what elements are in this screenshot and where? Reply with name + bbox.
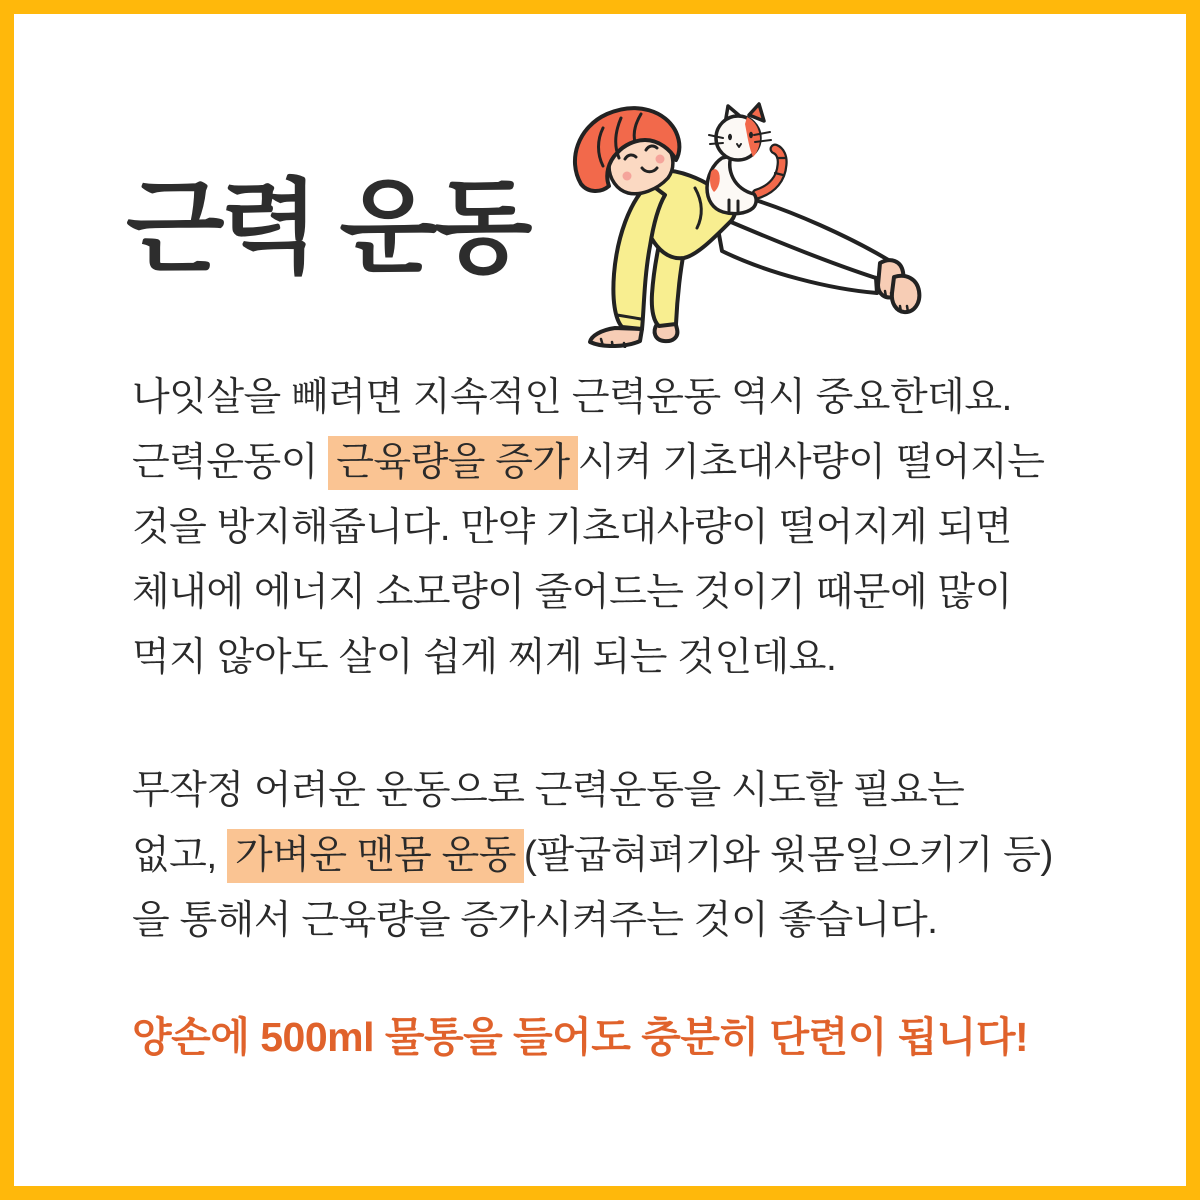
hand-front [590, 328, 642, 346]
text-segment: 시켜 기초대사량이 떨어지는 [577, 441, 1045, 484]
cat-eye-right [749, 132, 753, 138]
blush-right [656, 155, 665, 164]
paragraph-1 [132, 365, 1092, 690]
text-line: 무작정 어려운 운동으로 근력운동을 시도할 필요는 [132, 769, 965, 812]
blush-left [623, 172, 632, 181]
foot-back [892, 276, 919, 312]
text-line [132, 823, 1092, 888]
illustration-svg [545, 88, 945, 348]
cat [707, 104, 786, 214]
text-segment: 근력운동이 [132, 441, 329, 484]
text-segment: (팔굽혀펴기와 윗몸일으키기 등) [523, 834, 1053, 877]
footer-emphasis-text: 양손에 500ml 물통을 들어도 충분히 단련이 됩니다! [132, 1014, 1029, 1060]
text-line: 먹지 않아도 살이 쉽게 찌게 되는 것인데요. [132, 636, 837, 679]
highlighted-text: 근육량을 증가 [328, 436, 577, 490]
text-line [132, 430, 1092, 495]
woman-plank-with-cat-illustration [545, 88, 945, 348]
text-line: 것을 방지해줍니다. 만약 기초대사량이 떨어지게 되면 [132, 506, 1012, 549]
cat-eye-left [728, 134, 732, 140]
text-segment: 없고, [132, 834, 228, 877]
page-title: 근력 운동 [126, 171, 529, 285]
card [14, 14, 1186, 1186]
paragraph-2 [132, 758, 1092, 953]
text-line: 체내에 에너지 소모량이 줄어드는 것이기 때문에 많이 [132, 571, 1012, 614]
text-line: 을 통해서 근육량을 증가시켜주는 것이 좋습니다. [132, 899, 938, 942]
text-line: 나잇살을 빼려면 지속적인 근력운동 역시 중요한데요. [132, 376, 1012, 419]
highlighted-text: 가벼운 맨몸 운동 [227, 829, 524, 883]
